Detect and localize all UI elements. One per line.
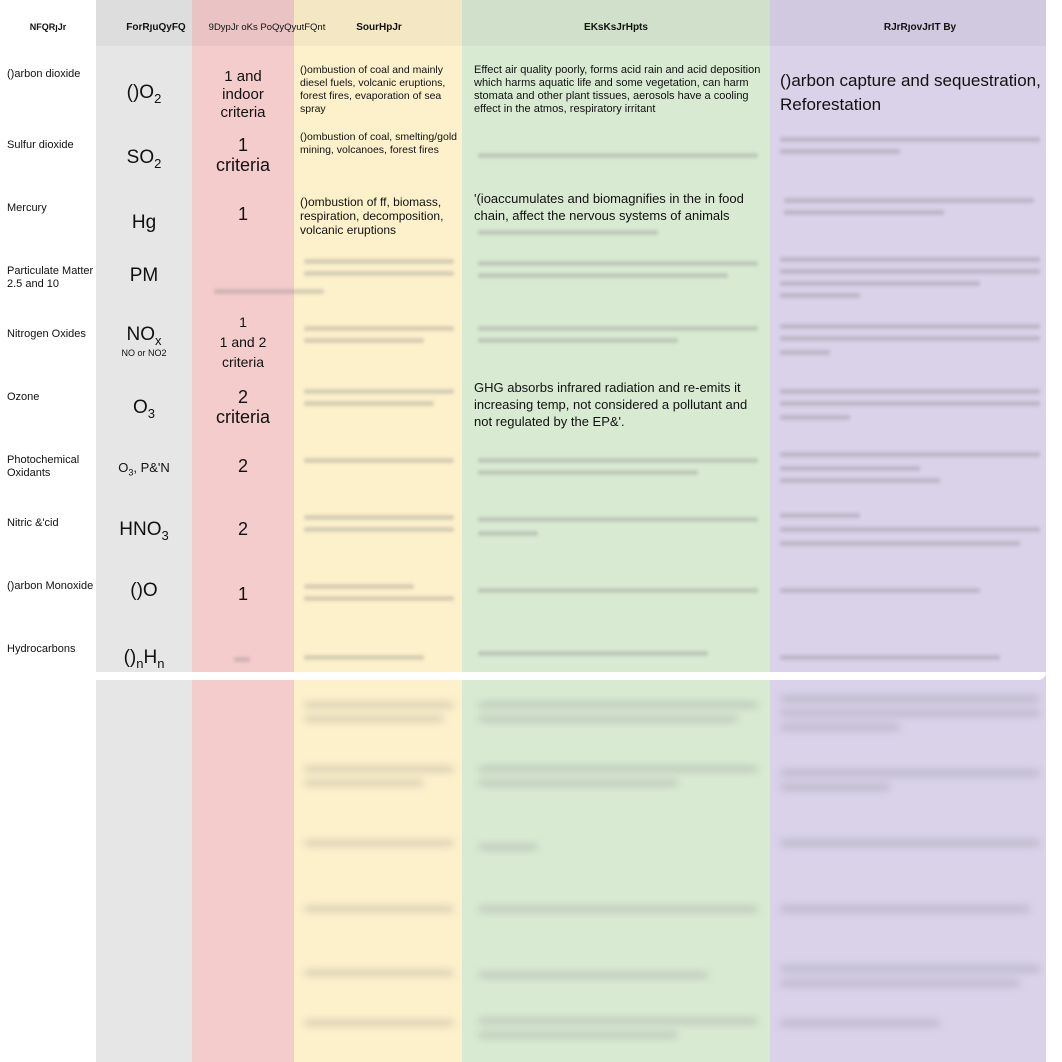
blurred-text — [304, 326, 454, 331]
table-row — [0, 314, 1046, 380]
blurred-text — [780, 452, 1040, 457]
table-row — [0, 191, 1046, 254]
blurred-text — [780, 541, 1020, 546]
blurred-text — [478, 531, 538, 536]
blurred-text — [478, 153, 758, 158]
blurred-text — [214, 289, 324, 294]
blurred-text — [478, 588, 758, 593]
blurred-text — [478, 326, 758, 331]
blurred-text — [304, 401, 434, 406]
blurred-text — [784, 210, 944, 215]
pollutant-type: 2 — [237, 456, 248, 476]
blurred-text — [304, 271, 454, 276]
header-type: 9DypJr oKs PoQyQyutFQnt — [208, 22, 326, 33]
blurred-text — [304, 584, 414, 589]
pollutant-formula: $O_3$, P&'N — [118, 460, 170, 478]
blurred-text — [478, 230, 658, 235]
pollutant-formula: $O_3$ — [132, 397, 155, 421]
blurred-text — [780, 389, 1040, 394]
blurred-text — [780, 401, 1040, 406]
pollutant-formula: $HNO_3$ — [119, 519, 169, 543]
pollutant-source: ()ombustion of coal and mainly diesel fuels, volcanic eruptions, forest fires, evaporation of sea spray — [300, 64, 446, 115]
pollutant-name: Ozone — [7, 391, 40, 403]
header-effects: EKsKsJrHpts — [584, 22, 648, 33]
pollutant-formula: ()O — [130, 580, 158, 601]
pollutant-name: Hydrocarbons — [7, 643, 76, 655]
table-row — [0, 257, 1046, 317]
blurred-text — [780, 478, 940, 483]
blurred-text — [478, 517, 758, 522]
header-formula: ForRȷuQyFQ — [126, 22, 186, 33]
header-removed: RJrRȷovJrIT By — [883, 22, 957, 33]
table-row — [0, 380, 1046, 443]
blurred-text — [478, 458, 758, 463]
blurred-text — [780, 257, 1040, 262]
blurred-text — [304, 458, 454, 463]
pollutant-type: 2 — [237, 519, 248, 539]
blurred-text — [780, 293, 860, 298]
blurred-content-section — [0, 680, 1046, 1062]
blurred-text — [780, 350, 830, 355]
pollutant-effects: GHG absorbs infrared radiation and re-emits it increasing temp, not considered a pollutant and not regulated by the EP&'. — [474, 380, 748, 429]
blurred-text — [478, 273, 728, 278]
table-row — [0, 64, 1046, 128]
blurred-text — [304, 527, 454, 532]
header-source: SourHpJr — [356, 22, 402, 33]
blurred-text — [478, 651, 708, 656]
blurred-text — [304, 389, 454, 394]
page-margin — [1046, 0, 1062, 1062]
blurred-text — [780, 466, 920, 471]
pollutant-formula: $SO_2$ — [126, 147, 162, 171]
pollutant-type: 1 — [237, 204, 248, 224]
blurred-text — [304, 515, 454, 520]
blurred-text — [784, 198, 1034, 203]
blurred-text — [478, 338, 678, 343]
table-row — [0, 446, 1046, 506]
pollutant-removed-by: ()arbon capture and sequestration, Reforestation — [780, 71, 1041, 114]
pollutant-name: Sulfur dioxide — [7, 139, 74, 151]
pollutant-name: Particulate Matter 2.5 and 10 — [7, 265, 94, 290]
pollutant-formula: Hg — [131, 212, 157, 233]
pollutant-formula: PM — [129, 265, 159, 286]
pollutant-type: 1 1 and 2 criteria — [219, 314, 267, 370]
pollutant-type: 1 — [237, 584, 248, 604]
blurred-text — [780, 513, 860, 518]
blurred-text — [478, 470, 698, 475]
blurred-text — [478, 261, 758, 266]
blurred-text — [780, 137, 1040, 142]
pollutant-effects: Effect air quality poorly, forms acid rain and acid deposition which harms aquatic life and some vegetation, can harm stomata and other plant tissues, aerosols have a cooling effect in the atmos, respiratory irritant — [474, 64, 761, 115]
pollutant-type: 2 criteria — [215, 387, 270, 427]
pollutant-formula: $NO_x$ NO or NO2 — [121, 324, 167, 358]
blurred-text — [780, 324, 1040, 329]
pollutant-source: ()ombustion of ff, biomass, respiration, decomposition, volcanic eruptions — [300, 195, 444, 237]
pollutant-effects: '(ioaccumulates and biomagnifies in the in food chain, affect the nervous systems of animals — [474, 191, 744, 223]
blurred-text — [780, 655, 1000, 660]
blurred-text — [304, 596, 454, 601]
blurred-text — [780, 415, 850, 420]
pollutant-type: 1 criteria — [215, 135, 270, 175]
pollutant-type: 1 and indoor criteria — [220, 68, 266, 121]
pollutant-name: ()arbon dioxide — [7, 68, 81, 80]
blurred-text — [304, 338, 424, 343]
blurred-text — [780, 527, 1040, 532]
blurred-text — [780, 149, 900, 154]
table-row — [0, 635, 1046, 672]
blurred-text — [304, 655, 424, 660]
blurred-text — [304, 259, 454, 264]
header-name: NFQRȷJr — [29, 22, 67, 32]
pollutant-source: ()ombustion of coal, smelting/gold mining, volcanoes, forest fires — [300, 131, 457, 156]
blurred-text — [780, 269, 1040, 274]
table-row — [0, 509, 1046, 569]
section-divider — [0, 672, 1046, 680]
pollutant-formula: $()_nH_n$ — [123, 647, 165, 671]
pollutant-name: ()arbon Monoxide — [7, 580, 94, 592]
blurred-text — [234, 657, 250, 662]
pollutant-name: Nitric &'cid — [7, 517, 59, 529]
table-row — [0, 572, 1046, 632]
pollutant-formula: $()O_2$ — [126, 82, 162, 106]
blurred-text — [780, 588, 980, 593]
pollutant-name: Photochemical Oxidants — [7, 454, 80, 479]
pollutant-name: Nitrogen Oxides — [7, 328, 86, 340]
table-row — [0, 131, 1046, 191]
blurred-text — [780, 336, 1040, 341]
pollutant-name: Mercury — [7, 202, 47, 214]
blurred-text — [780, 281, 980, 286]
